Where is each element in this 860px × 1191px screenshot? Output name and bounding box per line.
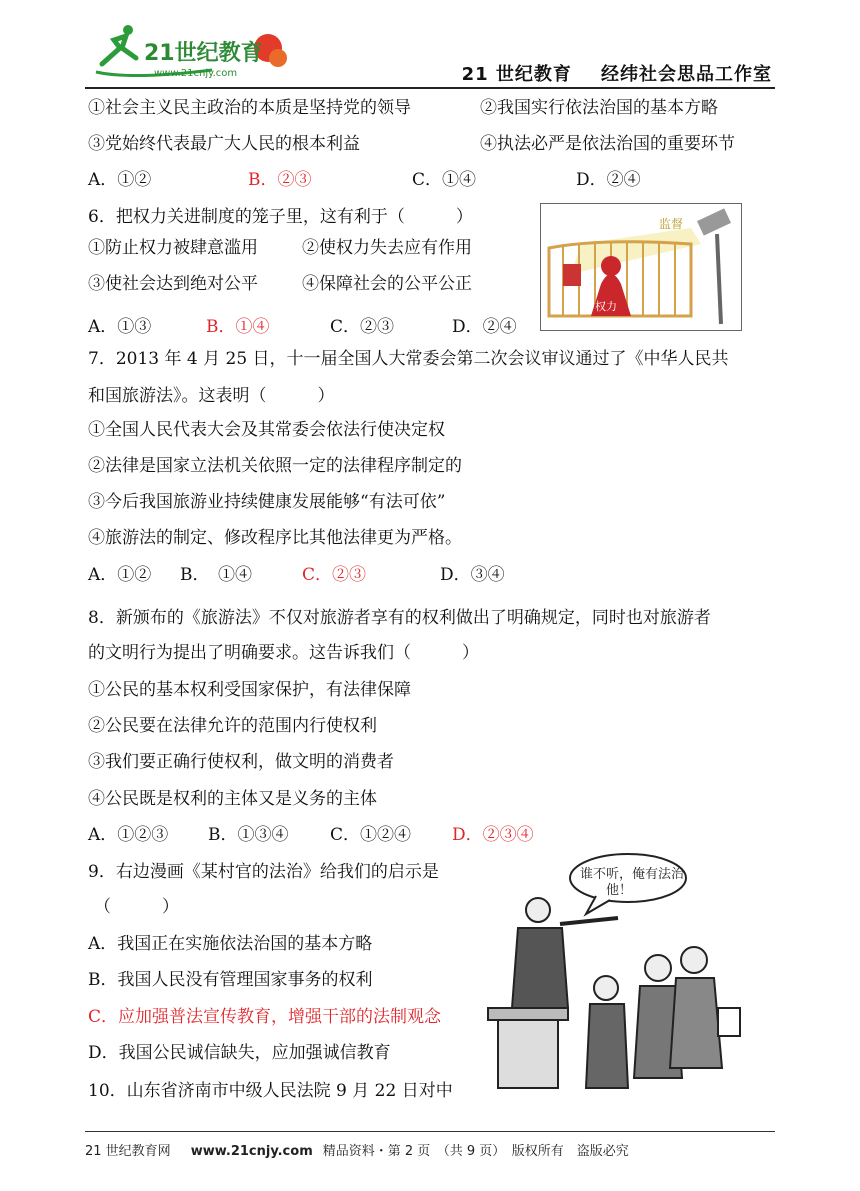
- q7-option-a: A．①②: [88, 565, 152, 585]
- q5-statement-1: ①社会主义民主政治的本质是坚持党的领导: [88, 98, 411, 118]
- header-title: 21 世纪教育 经纬社会思品工作室: [461, 64, 772, 85]
- q7-statement-1: ①全国人民代表大会及其常委会依法行使决定权: [88, 420, 445, 440]
- q9-option-c-answer: C．应加强普法宣传教育，增强干部的法制观念: [88, 1007, 442, 1027]
- footer-site: 21 世纪教育网: [85, 1144, 171, 1159]
- footer-divider: [85, 1131, 775, 1132]
- header-divider: [85, 87, 775, 89]
- q9-option-b: B．我国人民没有管理国家事务的权利: [88, 970, 373, 990]
- logo-url: www.21cnjy.com: [154, 68, 238, 79]
- q9-stem-line-2: （ ）: [94, 897, 179, 917]
- logo-text: 21世纪教育: [144, 41, 263, 66]
- speech-bubble-line-1: 谁不听，俺有法治: [580, 867, 685, 882]
- page-footer: [85, 1140, 629, 1159]
- q6-statement-2: ②使权力失去应有作用: [302, 238, 472, 258]
- q8-option-a: A．①②③: [88, 825, 169, 845]
- q8-statement-1: ①公民的基本权利受国家保护，有法律保障: [88, 680, 411, 700]
- q7-option-d: D．③④: [440, 565, 505, 585]
- q6-statement-1: ①防止权力被肆意滥用: [88, 238, 258, 258]
- q5-option-a: A．①②: [88, 170, 152, 190]
- q8-statement-3: ③我们要正确行使权利，做文明的消费者: [88, 752, 394, 772]
- q5-option-b-answer: B．②③: [248, 170, 312, 190]
- q6-option-b-answer: B．①④: [206, 317, 270, 337]
- site-logo: [92, 18, 292, 82]
- logo-graphic: [92, 18, 292, 82]
- q8-statement-4: ④公民既是权利的主体又是义务的主体: [88, 789, 377, 809]
- speech-bubble-line-2: 他！: [606, 883, 633, 898]
- q8-statement-2: ②公民要在法律允许的范围内行使权利: [88, 716, 377, 736]
- q7-option-c-answer: C．②③: [302, 565, 367, 585]
- camera-label: 监督: [659, 217, 684, 231]
- q6-statement-4: ④保障社会的公平公正: [302, 274, 472, 294]
- footer-url[interactable]: www.21cnjy.com: [190, 1144, 313, 1159]
- q5-statement-3: ③党始终代表最广大人民的根本利益: [88, 134, 360, 154]
- q7-statement-4: ④旅游法的制定、修改程序比其他法律更为严格。: [88, 528, 462, 548]
- q6-statement-3: ③使社会达到绝对公平: [88, 274, 258, 294]
- q6-stem: 6．把权力关进制度的笼子里，这有利于（ ）: [88, 207, 473, 227]
- q9-option-a: A．我国正在实施依法治国的基本方略: [88, 934, 373, 954]
- q7-stem-line-1: 7．2013 年 4 月 25 日，十一届全国人大常委会第二次会议审议通过了《中华人民共: [88, 349, 729, 369]
- q7-stem-line-2: 和国旅游法》。这表明（ ）: [88, 386, 335, 406]
- q6-option-c: C．②③: [330, 317, 395, 337]
- q9-cartoon: [478, 848, 778, 1098]
- q5-option-c: C．①④: [412, 170, 477, 190]
- q8-stem-line-2: 的文明行为提出了明确要求。这告诉我们（ ）: [88, 643, 479, 663]
- q8-stem-line-1: 8．新颁布的《旅游法》不仅对旅游者享有的权利做出了明确规定，同时也对旅游者: [88, 608, 711, 628]
- cage-label: 权力: [595, 300, 617, 313]
- q7-option-b: B． ①④: [180, 565, 252, 585]
- q8-option-c: C．①②④: [330, 825, 412, 845]
- q8-option-d-answer: D．②③④: [452, 825, 534, 845]
- q5-statement-4: ④执法必严是依法治国的重要环节: [480, 134, 735, 154]
- q9-option-d: D．我国公民诚信缺失，应加强诚信教育: [88, 1043, 391, 1063]
- footer-info: 精品资料・第 2 页 （共 9 页） 版权所有 盗版必究: [322, 1144, 629, 1159]
- q7-statement-3: ③今后我国旅游业持续健康发展能够“有法可依”: [88, 492, 446, 512]
- q8-option-b: B．①③④: [208, 825, 289, 845]
- q7-statement-2: ②法律是国家立法机关依照一定的法律程序制定的: [88, 456, 462, 476]
- q6-option-a: A．①③: [88, 317, 152, 337]
- q10-stem: 10．山东省济南市中级人民法院 9 月 22 日对中: [88, 1081, 453, 1101]
- q9-stem-line-1: 9．右边漫画《某村官的法治》给我们的启示是: [88, 862, 439, 882]
- q5-statement-2: ②我国实行依法治国的基本方略: [480, 98, 718, 118]
- q6-cage-illustration: [540, 203, 742, 331]
- q5-option-d: D．②④: [576, 170, 641, 190]
- q6-option-d: D．②④: [452, 317, 517, 337]
